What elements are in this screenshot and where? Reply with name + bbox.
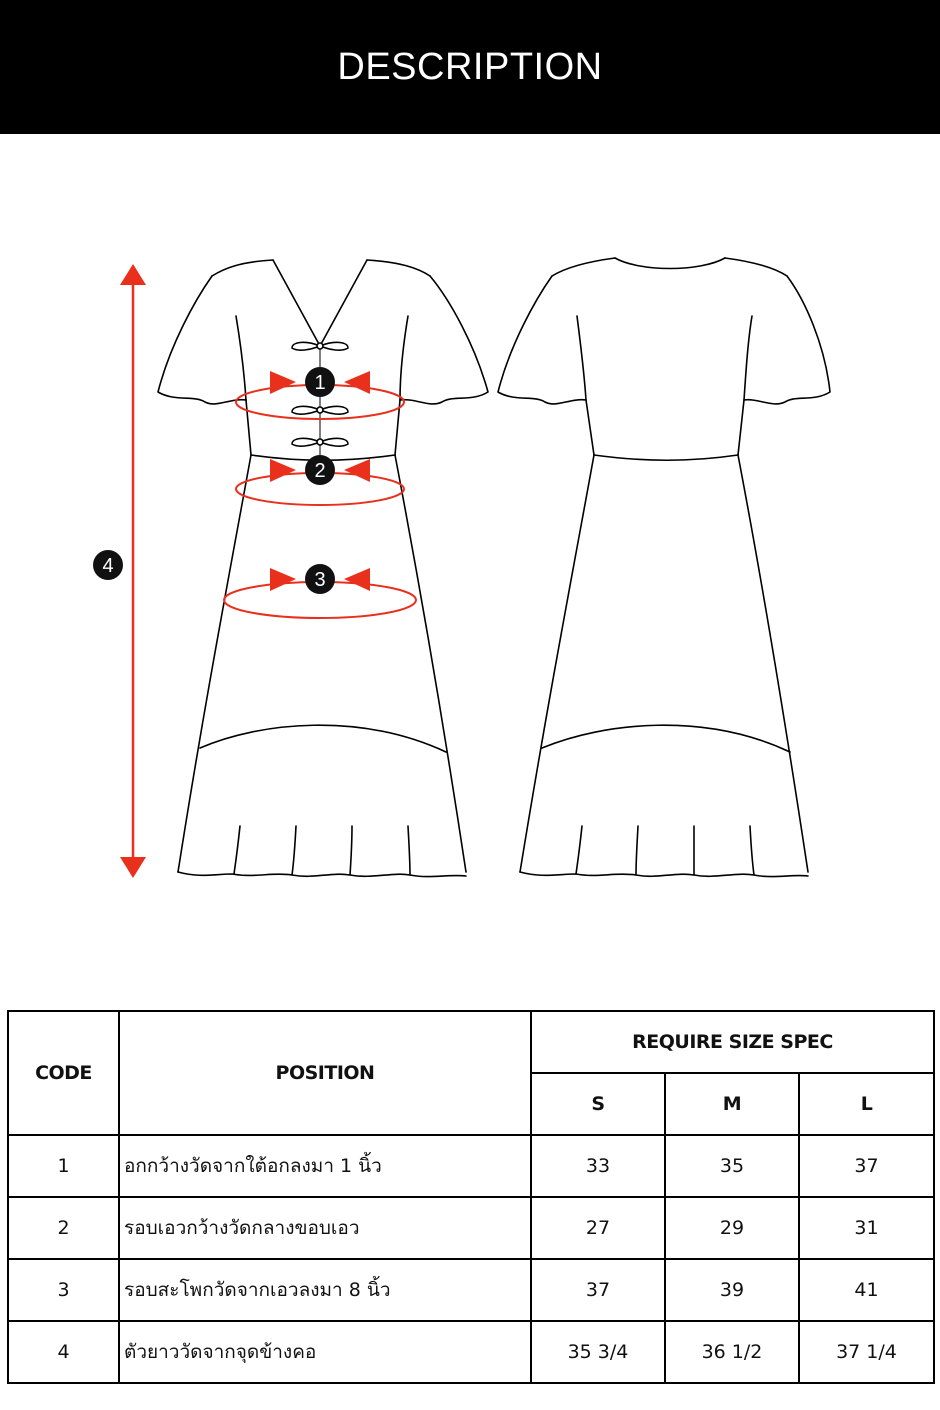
svg-text:4: 4: [102, 555, 114, 577]
size-l-header: L: [799, 1073, 934, 1135]
page-title: DESCRIPTION: [337, 45, 603, 88]
table-row: [8, 1197, 934, 1259]
row-code: 2: [8, 1197, 119, 1259]
marker-2: [305, 455, 335, 485]
row-size-m: 29: [665, 1197, 799, 1259]
table-row: [8, 1259, 934, 1321]
svg-text:1: 1: [314, 372, 326, 394]
row-code: 4: [8, 1321, 119, 1383]
marker-4: [93, 550, 123, 580]
marker-1: [305, 367, 335, 397]
code-header: CODE: [8, 1011, 119, 1135]
garment-diagram: [0, 134, 940, 1004]
table-row: [8, 1135, 934, 1197]
row-size-s: 33: [531, 1135, 665, 1197]
row-position: ตัวยาววัดจากจุดข้างคอ: [119, 1321, 531, 1383]
row-size-l: 41: [799, 1259, 934, 1321]
dress-illustration: [0, 134, 940, 1004]
row-size-l: 31: [799, 1197, 934, 1259]
row-size-m: 36 1/2: [665, 1321, 799, 1383]
row-position: รอบสะโพกวัดจากเอวลงมา 8 นิ้ว: [119, 1259, 531, 1321]
row-code: 3: [8, 1259, 119, 1321]
position-header: POSITION: [119, 1011, 531, 1135]
back-dress-drawing: [498, 258, 830, 877]
require-size-spec-header: REQUIRE SIZE SPEC: [531, 1011, 934, 1073]
row-size-s: 35 3/4: [531, 1321, 665, 1383]
svg-text:3: 3: [314, 569, 326, 591]
row-code: 1: [8, 1135, 119, 1197]
header-bar: [0, 0, 940, 134]
size-spec-table: [7, 1010, 935, 1384]
row-size-s: 37: [531, 1259, 665, 1321]
length-measure-arrow: [120, 264, 146, 878]
row-size-l: 37 1/4: [799, 1321, 934, 1383]
table-row: [8, 1321, 934, 1383]
row-position: รอบเอวกว้างวัดกลางขอบเอว: [119, 1197, 531, 1259]
row-size-m: 39: [665, 1259, 799, 1321]
row-position: อกกว้างวัดจากใต้อกลงมา 1 นิ้ว: [119, 1135, 531, 1197]
size-m-header: M: [665, 1073, 799, 1135]
svg-text:2: 2: [314, 460, 326, 482]
row-size-s: 27: [531, 1197, 665, 1259]
size-s-header: S: [531, 1073, 665, 1135]
marker-3: [305, 564, 335, 594]
row-size-l: 37: [799, 1135, 934, 1197]
row-size-m: 35: [665, 1135, 799, 1197]
